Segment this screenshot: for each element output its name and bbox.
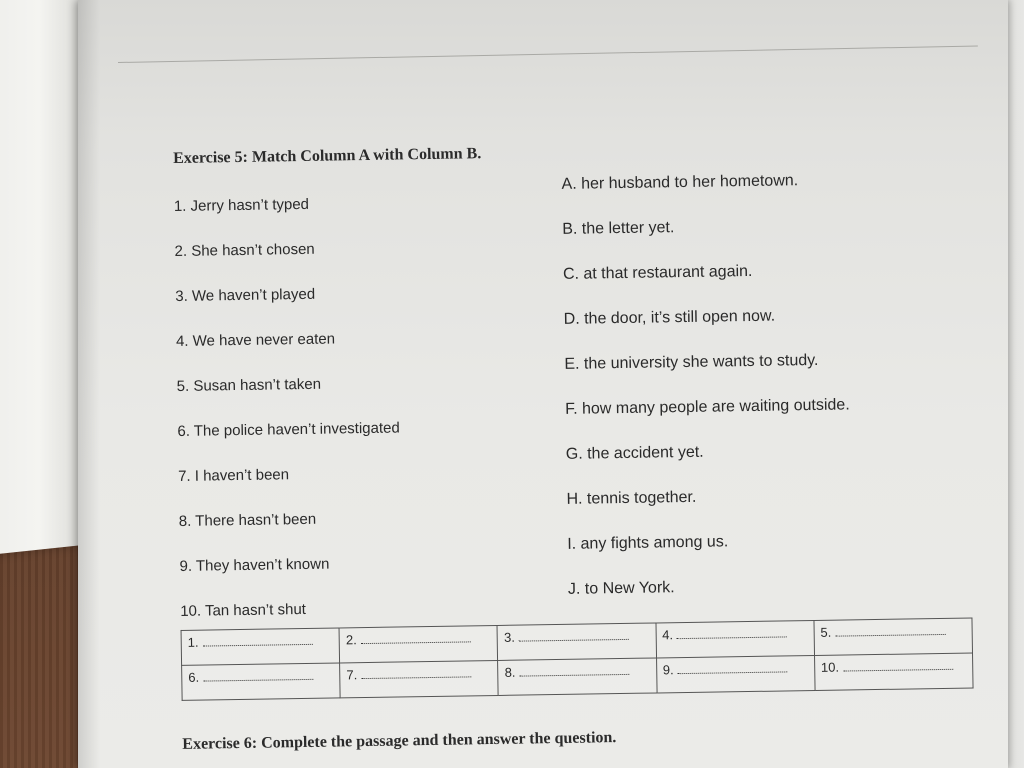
exercise5-title: Exercise 5: Match Column A with Column B. [173,145,482,167]
answer-number: 6. [188,669,200,685]
worksheet-content [173,137,1011,753]
column-a-item: 9. They haven’t known [179,555,330,575]
answer-blank[interactable] [677,628,787,639]
answer-blank[interactable] [519,631,629,642]
column-a-item: 3. We haven’t played [175,285,316,305]
answer-number: 4. [662,627,674,643]
answer-number: 2. [345,632,357,648]
answer-blank[interactable] [843,661,953,672]
answer-cell[interactable] [656,655,815,692]
left-page-edge [0,0,82,560]
column-b-item: J. to New York. [567,579,675,598]
answer-cell[interactable] [656,620,815,657]
column-a-item: 4. We have never eaten [175,330,336,350]
answer-blank[interactable] [361,633,471,644]
column-a-item: 5. Susan hasn’t taken [176,375,322,395]
answer-cell[interactable] [182,663,341,700]
page-fold-shadow [78,0,100,768]
matching-rows [173,172,1011,648]
answer-number: 8. [504,664,516,680]
answer-blank[interactable] [678,663,788,674]
column-a-item: 10. Tan hasn’t shut [180,600,307,620]
column-b-item: D. the door, it’s still open now. [563,307,776,328]
column-b-item: B. the letter yet. [562,219,675,238]
column-a-item: 1. Jerry hasn’t typed [173,195,310,215]
answer-cell[interactable] [497,623,656,660]
column-a-item: 7. I haven’t been [177,466,290,485]
answer-cell[interactable] [340,660,499,697]
answer-grid [181,618,974,701]
answer-cell[interactable] [181,628,340,665]
answer-number: 5. [820,624,832,640]
answer-blank[interactable] [361,668,471,679]
answer-blank[interactable] [835,626,945,637]
column-a-item: 8. There hasn’t been [178,510,317,530]
answer-blank[interactable] [203,671,313,682]
column-b-item: H. tennis together. [566,488,697,508]
exercise6-title: Exercise 6: Complete the passage and then answer the question. [182,729,617,753]
column-b-item: I. any fights among us. [567,533,729,553]
column-a-item: 2. She hasn’t chosen [174,240,315,260]
header-rule [118,45,978,63]
answer-number: 3. [503,629,516,645]
column-b-item: E. the university she wants to study. [564,351,819,373]
column-b-item: G. the accident yet. [565,443,704,463]
column-b-item: A. her husband to her hometown. [561,172,799,193]
answer-blank[interactable] [519,666,629,677]
worksheet-page [78,0,1008,768]
answer-blank[interactable] [203,636,313,647]
answer-number: 10. [820,659,840,675]
answer-number: 9. [662,662,674,678]
answer-cell[interactable] [814,618,973,655]
column-a-item: 6. The police haven’t investigated [177,419,400,440]
column-b-item: F. how many people are waiting outside. [564,396,850,418]
answer-number: 1. [187,634,199,650]
answer-cell[interactable] [339,625,498,662]
answer-number: 7. [346,667,358,683]
column-b-item: C. at that restaurant again. [562,262,753,283]
answer-cell[interactable] [498,658,657,695]
answer-cell[interactable] [814,653,973,690]
